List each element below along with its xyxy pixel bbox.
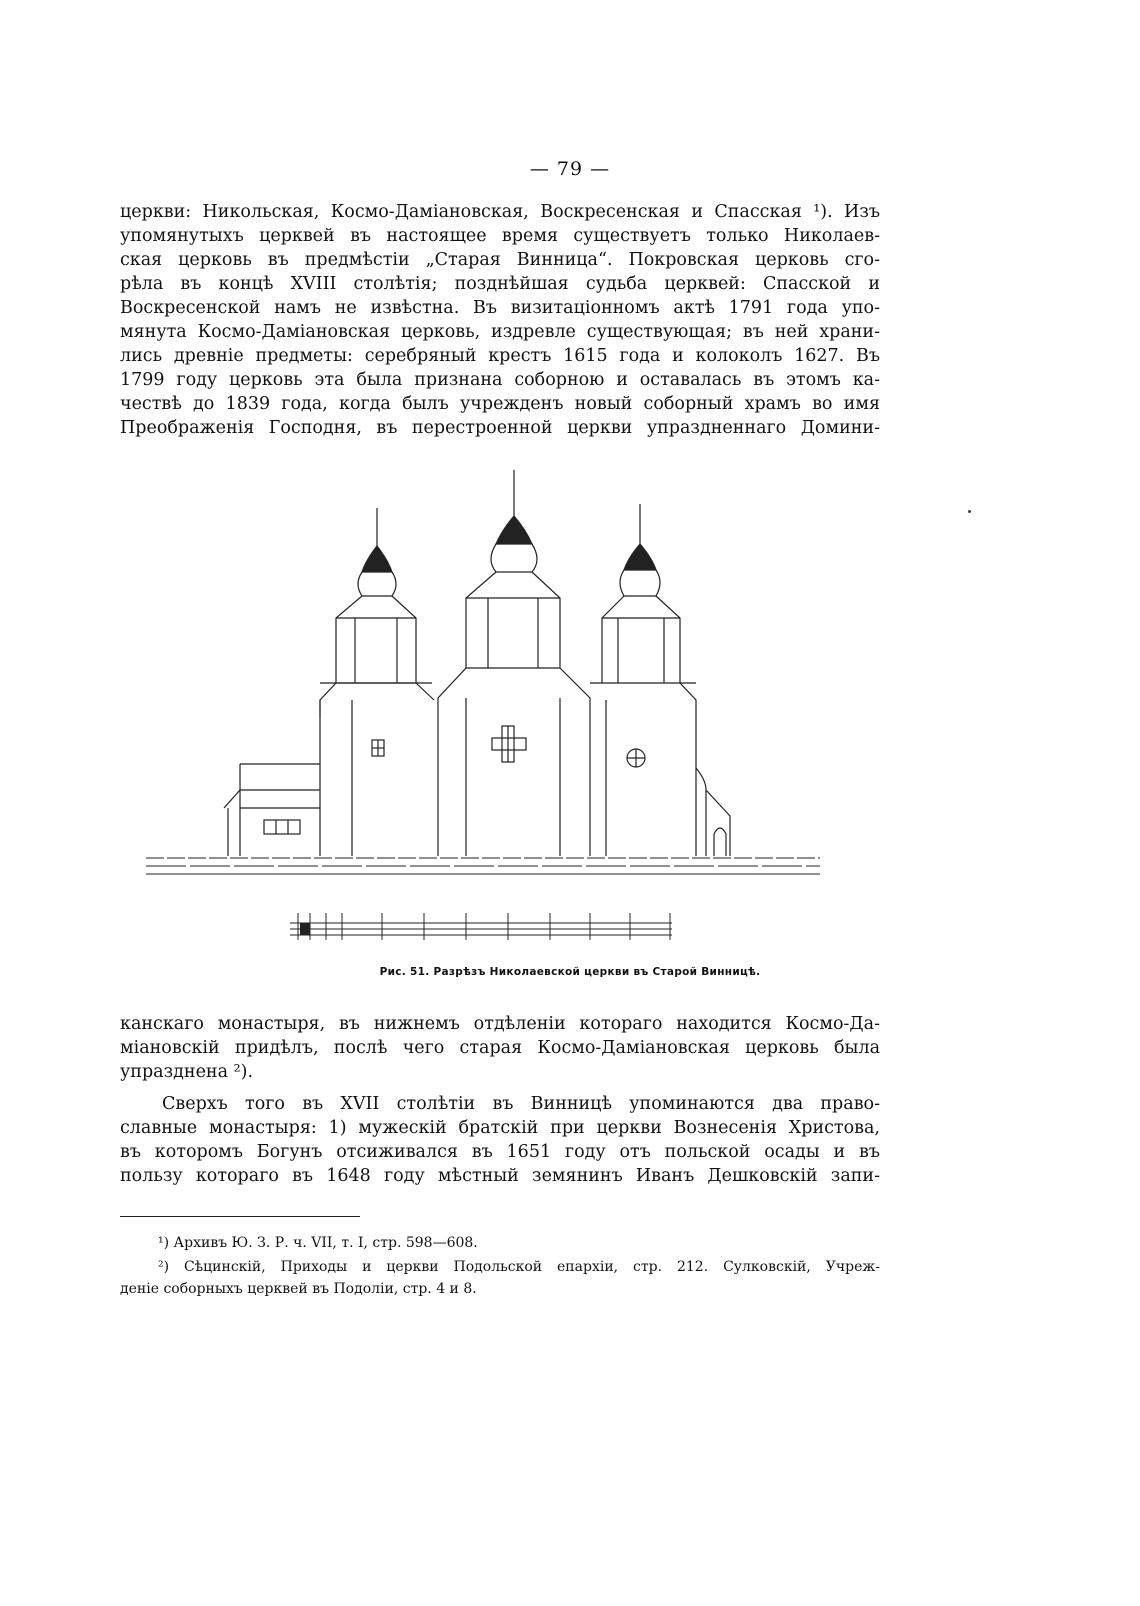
text-line: канскаго монастыря, въ нижнемъ отдѣленіи котораго находится Космо-Да-: [120, 1014, 880, 1034]
paragraph-church-history: [120, 200, 880, 440]
ground-lines: [146, 858, 820, 874]
text-line: чествѣ до 1839 года, когда былъ учрежденъ новый соборный храмъ во имя: [120, 394, 880, 414]
footnote-line: ²) Сѣцинскій, Приходы и церкви Подольской епархіи, стр. 212. Сулковскій, Учреж-: [158, 1259, 880, 1275]
text-line: церкви: Никольская, Космо-Даміановская, Воскресенская и Спасская ¹). Изъ: [120, 202, 880, 222]
scale-bar: [290, 913, 672, 940]
right-tower: [590, 504, 696, 856]
text-line: міановскій придѣлъ, послѣ чего старая Космо-Даміановская церковь была: [120, 1038, 880, 1058]
text-line: мянута Космо-Даміановская церковь, издревле существующая; въ ней храни-: [120, 322, 880, 342]
page-number: — 79 —: [529, 158, 611, 180]
church-drawing-svg: [140, 468, 830, 948]
paragraph-monasteries: [120, 1092, 880, 1188]
text-line: пользу котораго въ 1648 году мѣстный земянинъ Иванъ Дешковскій запи-: [120, 1166, 880, 1186]
text-line: славные монастыря: 1) мужескій братскій при церкви Вознесенія Христова,: [120, 1118, 880, 1138]
footnote-separator: [120, 1216, 360, 1217]
text-line: упомянутыхъ церквей въ настоящее время существуетъ только Николаев-: [120, 226, 880, 246]
footnote-line: деніе соборныхъ церквей въ Подоліи, стр. 4 и 8.: [120, 1281, 477, 1297]
text-line: Воскресенской намъ не извѣстна. Въ визитаціонномъ актѣ 1791 года упо-: [120, 298, 880, 318]
text-line: ская церковь въ предмѣстіи „Старая Винница“. Покровская церковь сго-: [120, 250, 880, 270]
church-body: [224, 700, 730, 856]
text-line: Сверхъ того въ XVII столѣтіи въ Винницѣ упоминаются два право-: [162, 1094, 880, 1114]
paragraph-dominican-monastery: [120, 1012, 880, 1084]
text-line: Преображенія Господня, въ перестроенной церкви упраздненнаго Домини-: [120, 418, 880, 438]
text-line: въ которомъ Богунъ отсиживался въ 1651 году отъ польской осады и въ: [120, 1142, 880, 1162]
scan-speck: [968, 510, 971, 513]
text-line: лись древніе предметы: серебряный крестъ 1615 года и колоколъ 1627. Въ: [120, 346, 880, 366]
text-line: 1799 году церковь эта была признана соборною и оставалась въ этомъ ка-: [120, 370, 880, 390]
text-line: упразднена ²).: [120, 1062, 254, 1082]
figure-caption: Рис. 51. Разрѣзъ Николаевской церкви въ Старой Винницѣ.: [379, 966, 761, 978]
left-tower: [320, 508, 434, 756]
church-section-drawing: [140, 468, 830, 948]
central-tower: [438, 470, 590, 856]
footnote-2: [120, 1256, 880, 1300]
text-line: рѣла въ концѣ XVIII столѣтія; позднѣйшая судьба церквей: Спасской и: [120, 274, 880, 294]
footnote-1: ¹) Архивъ Ю. З. Р. ч. VII, т. I, стр. 598—608.: [158, 1235, 478, 1251]
